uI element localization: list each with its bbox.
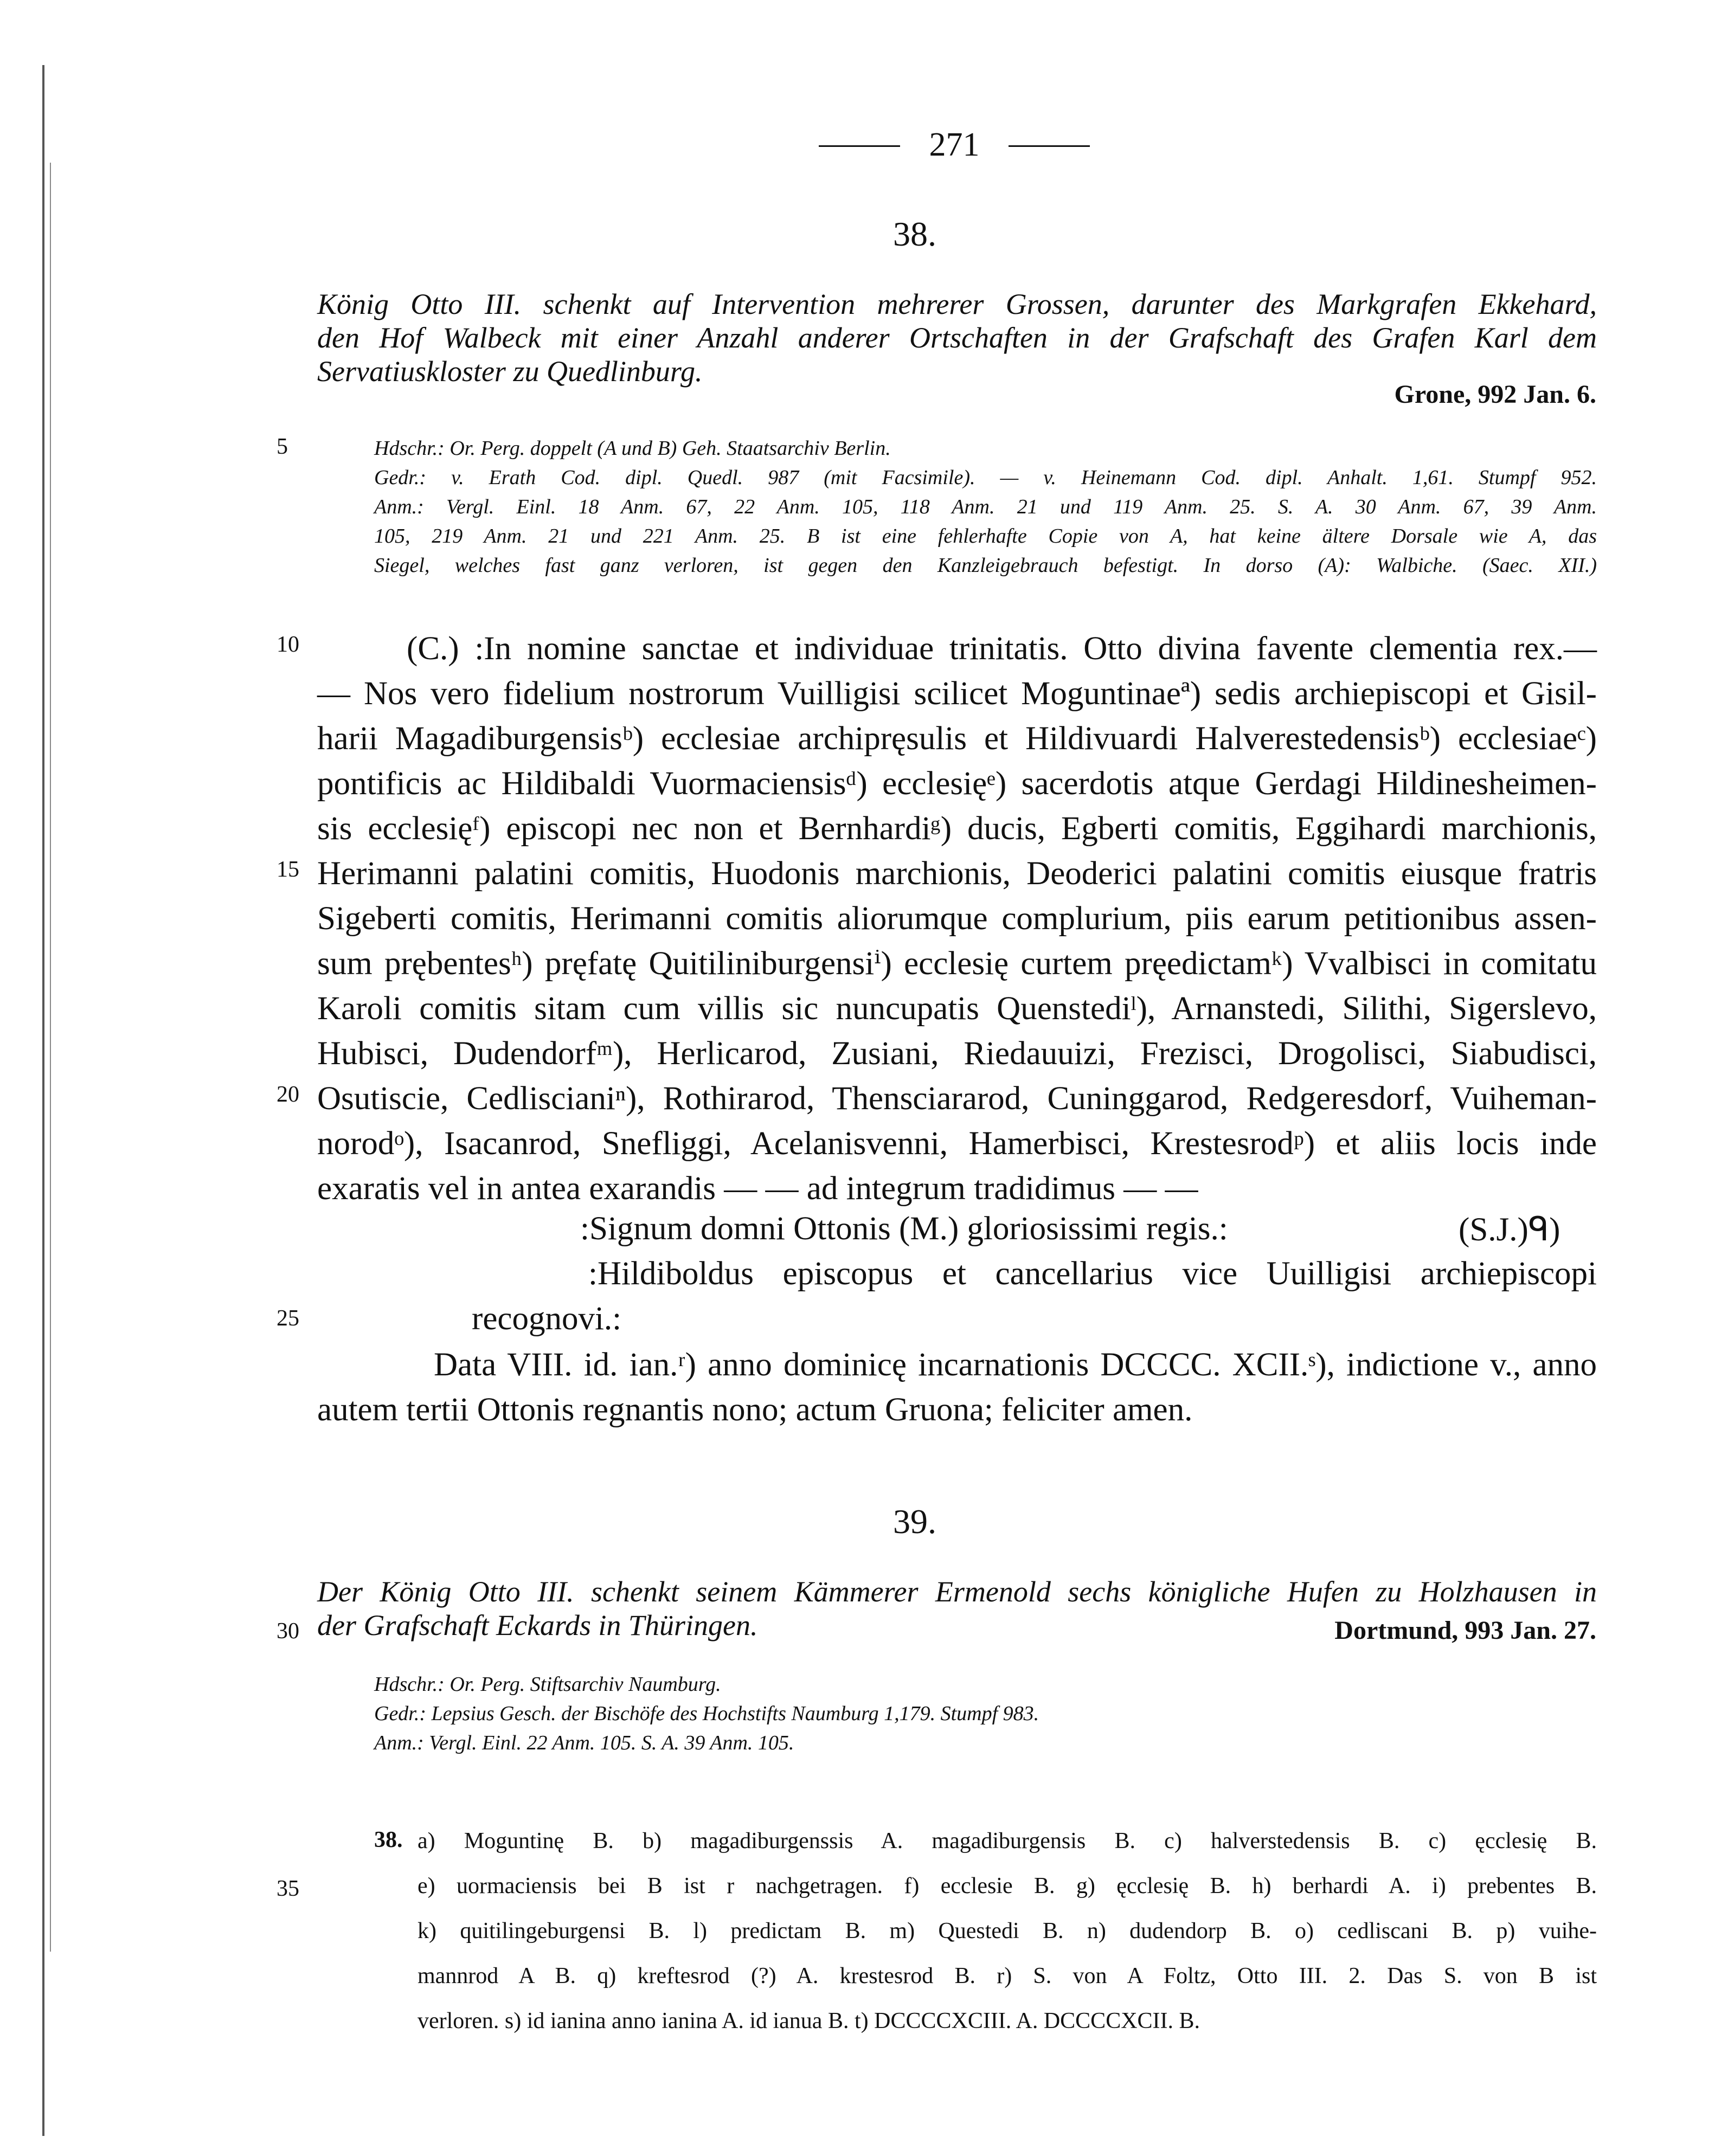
footnote-line-4: mannrod A B. q) kreftesrod (?) A. krestesrod B. r) S. von A Foltz, Otto III. 2. Das S. von B ist	[418, 1964, 1597, 1988]
notes-39-hdschr: Hdschr.: Or. Perg. Stiftsarchiv Naumburg.	[374, 1673, 721, 1696]
document-number-39: 39.	[893, 1502, 936, 1541]
charter-text-38	[317, 626, 1597, 1211]
text-line-6: Herimanni palatini comitis, Huodonis marchionis, Deoderici palatini comitis eiusque fratris	[317, 855, 1597, 892]
page-number: 271	[929, 126, 980, 163]
header-rule-right	[1009, 145, 1090, 147]
data-line-2: autem tertii Ottonis regnantis nono; actum Gruona; feliciter amen.	[317, 1392, 1193, 1428]
text-line-2: — Nos vero fidelium nostrorum Vuilligisi scilicet Moguntinaeª) sedis archiepiscopi et Gisil-	[317, 675, 1597, 712]
line-number-15: 15	[277, 857, 299, 882]
notes-39-anm: Anm.: Vergl. Einl. 22 Anm. 105. S. A. 39 Anm. 105.	[374, 1732, 794, 1754]
regest-38	[317, 287, 1597, 388]
footnote-line-3: k) quitilingeburgensi B. l) predictam B. m) Questedi B. n) dudendorp B. o) cedliscani B. p) vuihe-	[418, 1919, 1597, 1943]
notes-38	[374, 434, 1597, 580]
notes-39-gedr: Gedr.: Lepsius Gesch. der Bischöfe des Hochstifts Naumburg 1,179. Stumpf 983.	[374, 1702, 1039, 1725]
notes-38-hdschr: Hdschr.: Or. Perg. doppelt (A und B) Geh. Staatsarchiv Berlin.	[374, 437, 891, 460]
binding-edge	[42, 65, 44, 2136]
footnote-line-2: e) uormaciensis bei B ist r nachgetragen. f) ecclesie B. g) ęcclesię B. h) berhardi A. i) prebentes B.	[418, 1874, 1597, 1898]
line-number-10: 10	[277, 632, 299, 657]
text-line-8: sum prębentesʰ) pręfatę Quitiliniburgensiⁱ) ecclesię curtem pręedictamᵏ) Vvalbisci in comitatu	[317, 945, 1597, 982]
text-line-7: Sigeberti comitis, Herimanni comitis aliorumque complurium, piis earum petitionibus assen-	[317, 900, 1597, 937]
notes-38-gedr: Gedr.: v. Erath Cod. dipl. Quedl. 987 (mit Facsimile). — v. Heinemann Cod. dipl. Anhalt. 1,61. Stumpf 952.	[374, 466, 1597, 489]
text-line-1: (C.) :In nomine sanctae et individuae trinitatis. Otto divina favente clementia rex.—	[407, 630, 1597, 667]
dateline-38: Grone, 992 Jan. 6.	[1394, 380, 1596, 409]
header-rule-left	[819, 145, 900, 147]
recognition-line-1: :Hildiboldus episcopus et cancellarius vice Uuilligisi archiepiscopi	[588, 1256, 1597, 1292]
notes-38-anm-3: Siegel, welches fast ganz verloren, ist gegen den Kanzleigebrauch befestigt. In dorso (A): Walbiche. (Saec. XII.)	[374, 554, 1597, 577]
line-number-35: 35	[277, 1876, 299, 1901]
seal-label: (S.J.)ᑫ)	[1459, 1212, 1561, 1248]
text-line-13: exaratis vel in antea exarandis — — ad integrum tradidimus — —	[317, 1170, 1198, 1207]
footnote-line-1: a) Moguntinę B. b) magadiburgenssis A. magadiburgensis B. c) halverstedensis B. c) ęcclesię B.	[418, 1829, 1597, 1853]
text-line-10: Hubisci, Dudendorfᵐ), Herlicarod, Zusiani, Riedauuizi, Frezisci, Drogolisci, Siabudisci,	[317, 1035, 1597, 1072]
text-line-11: Osutiscie, Cedliscianiⁿ), Rothirarod, Thensciararod, Cuninggarod, Redgeresdorf, Vuiheman-	[317, 1080, 1597, 1117]
footnotes-38	[418, 1819, 1597, 2044]
regest-39-line-1: Der König Otto III. schenkt seinem Kämmerer Ermenold sechs königliche Hufen zu Holzhausen in	[317, 1575, 1597, 1608]
notes-39	[374, 1670, 1597, 1758]
line-number-5: 5	[277, 434, 288, 459]
footnotes-label: 38.	[374, 1827, 403, 1852]
regest-39-line-2: der Grafschaft Eckards in Thüringen.	[317, 1609, 758, 1642]
text-line-12: norodᵒ), Isacanrod, Snefliggi, Acelanisvenni, Hamerbisci, Krestesrodᵖ) et aliis locis inde	[317, 1125, 1597, 1162]
data-line-1: Data VIII. id. ian.ʳ) anno dominicę incarnationis DCCCC. XCII.ˢ), indictione v., anno	[434, 1347, 1597, 1383]
signum-line: :Signum domni Ottonis (M.) gloriosissimi regis.:	[580, 1211, 1228, 1247]
footnote-line-5: verloren. s) id ianina anno ianina A. id ianua B. t) DCCCCXCIII. A. DCCCCXCII. B.	[418, 2009, 1200, 2033]
line-number-30: 30	[277, 1619, 299, 1644]
regest-38-line-3: Servatiuskloster zu Quedlinburg.	[317, 355, 703, 388]
text-line-9: Karoli comitis sitam cum villis sic nuncupatis Quenstediˡ), Arnanstedi, Silithi, Sigerslevo,	[317, 990, 1597, 1027]
text-line-3: harii Magadiburgensisᵇ) ecclesiae archipręsulis et Hildivuardi Halverestedensisᵇ) ecclesiaeᶜ)	[317, 720, 1597, 757]
regest-38-line-1: König Otto III. schenkt auf Intervention mehrerer Grossen, darunter des Markgrafen Ekkehard,	[317, 288, 1597, 320]
line-number-20: 20	[277, 1082, 299, 1107]
binding-edge-inner	[50, 163, 51, 1952]
notes-38-anm: Anm.: Vergl. Einl. 18 Anm. 67, 22 Anm. 105, 118 Anm. 21 und 119 Anm. 25. S. A. 30 Anm. 67, 39 Anm.	[374, 495, 1597, 518]
text-line-5: sis ecclesięᶠ) episcopi nec non et Bernhardiᵍ) ducis, Egberti comitis, Eggihardi marchionis,	[317, 810, 1597, 847]
notes-38-anm-2: 105, 219 Anm. 21 und 221 Anm. 25. B ist eine fehlerhafte Copie von A, hat keine ältere Dorsale wie A, das	[374, 525, 1597, 548]
recognition-line-2: recognovi.:	[472, 1301, 622, 1337]
dateline-39: Dortmund, 993 Jan. 27.	[1334, 1616, 1596, 1645]
regest-38-line-2: den Hof Walbeck mit einer Anzahl anderer Ortschaften in der Grafschaft des Grafen Karl dem	[317, 321, 1597, 354]
line-number-25: 25	[277, 1306, 299, 1331]
document-number-38: 38.	[893, 215, 936, 253]
text-line-4: pontificis ac Hildibaldi Vuormaciensisᵈ) ecclesięᵉ) sacerdotis atque Gerdagi Hildinesheimen-	[317, 765, 1597, 802]
